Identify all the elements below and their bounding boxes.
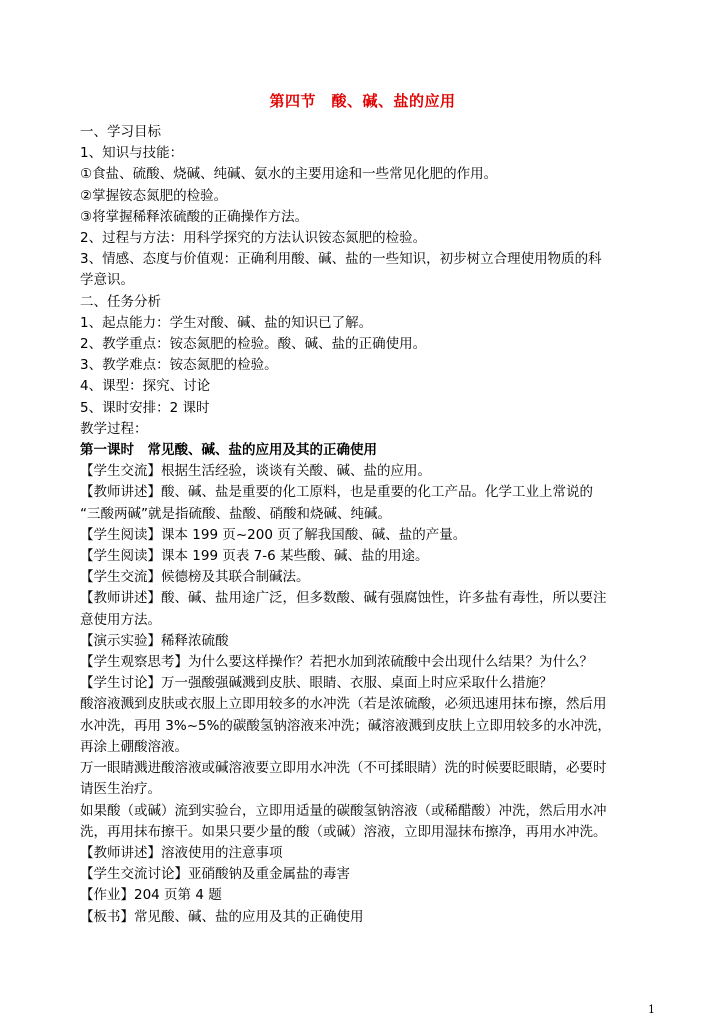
- text-line: 水冲洗，再用 3%~5%的碳酸氢钠溶液来冲洗；碱溶液溅到皮肤上立即用较多的水冲洗，: [80, 717, 611, 734]
- text-line: 5、课时安排：2 课时: [80, 399, 210, 416]
- text-line: 请医生治疗。: [80, 781, 161, 798]
- text-line: 【教师讲述】酸、碱、盐用途广泛，但多数酸、碱有强腐蚀性，许多盐有毒性，所以要注: [80, 590, 607, 607]
- text-line: 意使用方法。: [80, 611, 161, 628]
- text-line: ③将掌握稀释浓硫酸的正确操作方法。: [80, 208, 309, 225]
- text-line: ①食盐、硫酸、烧碱、纯碱、氨水的主要用途和一些常见化肥的作用。: [80, 166, 498, 183]
- document-body: [80, 122, 658, 928]
- text-line: 2、过程与方法：用科学探究的方法认识铵态氮肥的检验。: [80, 230, 427, 247]
- lesson-heading: 第一课时 常见酸、碱、盐的应用及其的正确使用: [80, 442, 377, 459]
- text-line: 【教师讲述】酸、碱、盐是重要的化工原料，也是重要的化工产品。化学工业上常说的: [80, 484, 593, 501]
- text-line: 如果酸（或碱）流到实验台，立即用适量的碳酸氢钠溶液（或稀醋酸）冲洗，然后用水冲: [80, 802, 607, 819]
- text-line: 1、起点能力：学生对酸、碱、盐的知识已了解。: [80, 314, 373, 331]
- section-heading: 二、任务分析: [80, 293, 161, 310]
- text-line: 【学生阅读】课本 199 页~200 页了解我国酸、碱、盐的产量。: [80, 526, 467, 543]
- section-heading: 一、学习目标: [80, 124, 161, 140]
- text-line: 洗，再用抹布擦干。如果只要少量的酸（或碱）溶液，立即用湿抹布擦净，再用水冲洗。: [80, 823, 607, 840]
- text-line: 酸溶液溅到皮肤或衣服上立即用较多的水冲洗（若是浓硫酸，必须迅速用抹布擦，然后用: [80, 696, 607, 713]
- text-line: 【学生讨论】万一强酸强碱溅到皮肤、眼睛、衣服、桌面上时应采取什么措施？: [80, 675, 553, 692]
- page-title: 第四节 酸、碱、盐的应用: [269, 92, 456, 110]
- text-line: 【学生观察思考】为什么要这样操作？若把水加到浓硫酸中会出现什么结果？为什么？: [80, 654, 593, 671]
- text-line: 1、知识与技能：: [80, 145, 184, 162]
- text-line: 【教师讲述】溶液使用的注意事项: [80, 844, 283, 861]
- text-line: 【学生阅读】课本 199 页表 7-6 某些酸、碱、盐的用途。: [80, 548, 429, 565]
- text-line: 3、教学难点：铵态氮肥的检验。: [80, 357, 278, 374]
- text-line: 4、课型：探究、讨论: [80, 378, 211, 395]
- text-line: 学意识。: [80, 272, 134, 289]
- text-line: 3、情感、态度与价值观：正确利用酸、碱、盐的一些知识，初步树立合理使用物质的科: [80, 251, 602, 268]
- text-line: 再涂上硼酸溶液。: [80, 738, 188, 755]
- text-line: 【学生交流】候德榜及其联合制碱法。: [80, 569, 310, 586]
- text-line: 教学过程：: [80, 420, 148, 437]
- text-line: 2、教学重点：铵态氮肥的检验。酸、碱、盐的正确使用。: [80, 336, 427, 353]
- text-line: 【学生交流讨论】亚硝酸钠及重金属盐的毒害: [80, 866, 350, 883]
- text-line: 【作业】204 页第 4 题: [80, 887, 222, 904]
- text-line: 万一眼睛溅进酸溶液或碱溶液要立即用水冲洗（不可揉眼睛）洗的时候要眨眼睛，必要时: [80, 760, 607, 777]
- text-line: “三酸两碱”就是指硫酸、盐酸、硝酸和烧碱、纯碱。: [80, 505, 391, 522]
- text-line: 【演示实验】稀释浓硫酸: [80, 632, 229, 649]
- text-line: 【学生交流】根据生活经验，谈谈有关酸、碱、盐的应用。: [80, 463, 431, 480]
- text-line: ②掌握铵态氮肥的检验。: [80, 187, 228, 204]
- text-line: 【板书】常见酸、碱、盐的应用及其的正确使用: [80, 908, 364, 925]
- page-number: 1: [648, 1003, 655, 1016]
